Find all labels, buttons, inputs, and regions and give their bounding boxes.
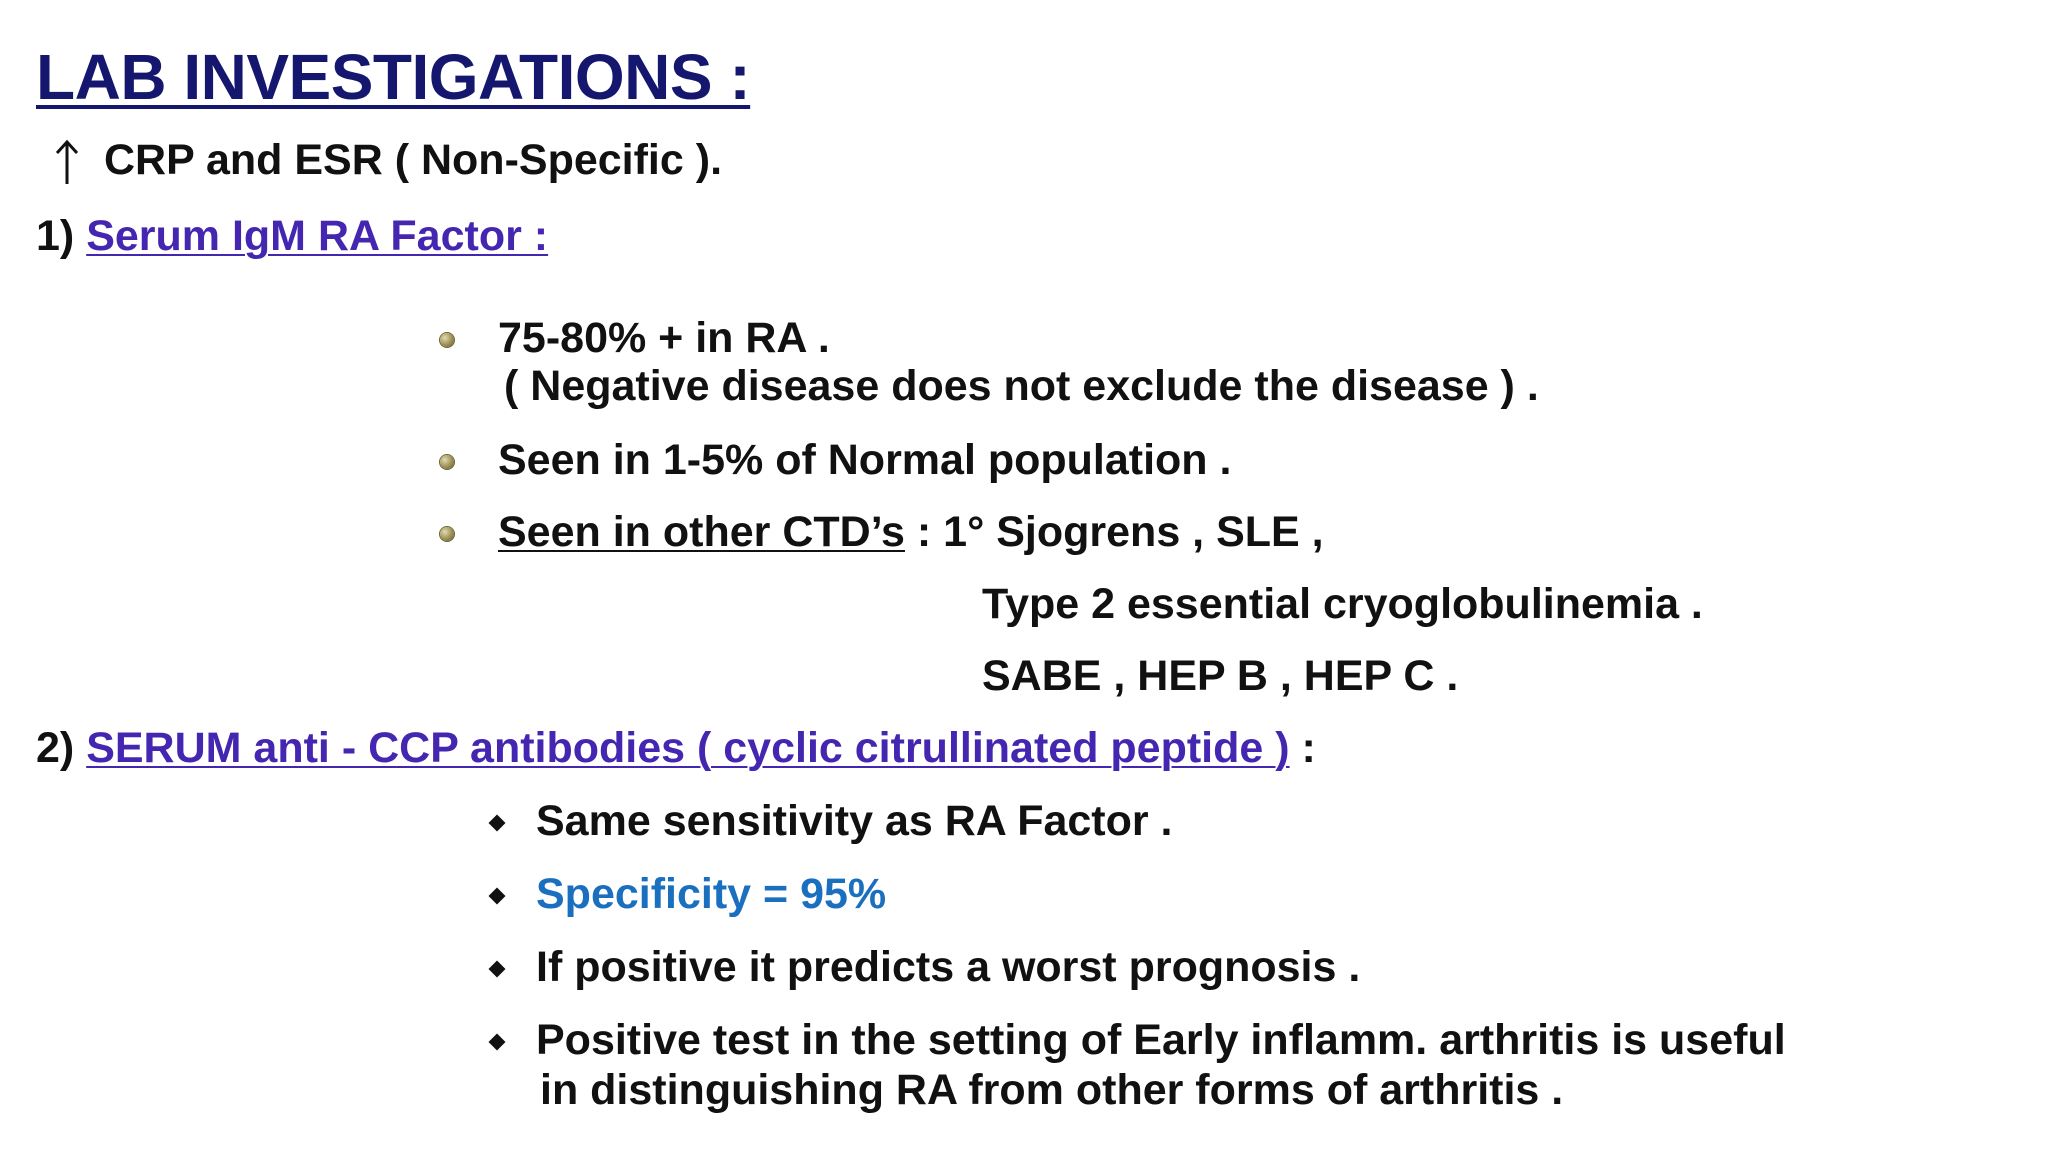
section1-number: 1) bbox=[36, 212, 75, 260]
ctd-rest: : 1° Sjogrens , SLE , bbox=[904, 508, 1324, 556]
s1-bullet3-line1 bbox=[498, 508, 1324, 557]
intro-text: CRP and ESR ( Non-Specific ) bbox=[104, 136, 711, 184]
section2-number: 2) bbox=[36, 724, 75, 772]
s1-bullet3-cont1: Type 2 essential cryoglobulinemia . bbox=[982, 580, 1703, 628]
bullet-diamond-icon bbox=[489, 888, 506, 905]
ctd-underlined: Seen in other CTD’s bbox=[498, 508, 905, 556]
section1-header bbox=[36, 212, 548, 261]
section2-header bbox=[36, 724, 1316, 773]
section1-heading-link[interactable]: Serum IgM RA Factor : bbox=[86, 212, 549, 260]
s1-bullet2-line1: Seen in 1-5% of Normal population . bbox=[498, 436, 1232, 484]
section2-heading-link[interactable]: SERUM anti - CCP antibodies ( cyclic citrullinated peptide ) bbox=[86, 724, 1290, 772]
s2-bullet2-specificity: Specificity = 95% bbox=[536, 870, 887, 918]
s2-bullet3: If positive it predicts a worst prognosis . bbox=[536, 943, 1361, 991]
s1-bullet1-line1: 75-80% + in RA . bbox=[498, 314, 830, 362]
s2-bullet1: Same sensitivity as RA Factor . bbox=[536, 797, 1173, 845]
bullet-dot-icon bbox=[440, 527, 454, 541]
s2-bullet4-line1: Positive test in the setting of Early inflamm. arthritis is useful bbox=[536, 1016, 1786, 1064]
intro-end: . bbox=[710, 136, 723, 184]
up-arrow-icon bbox=[52, 138, 82, 186]
s1-bullet3-cont2: SABE , HEP B , HEP C . bbox=[982, 652, 1459, 700]
s2-bullet4-line2: in distinguishing RA from other forms of arthritis . bbox=[540, 1066, 1564, 1114]
bullet-dot-icon bbox=[440, 333, 454, 347]
section2-colon: : bbox=[1289, 724, 1316, 772]
bullet-diamond-icon bbox=[489, 815, 506, 832]
bullet-dot-icon bbox=[440, 455, 454, 469]
bullet-diamond-icon bbox=[489, 961, 506, 978]
s1-bullet1-line2: ( Negative disease does not exclude the disease ) . bbox=[504, 362, 1539, 410]
intro-line bbox=[104, 136, 722, 185]
bullet-diamond-icon bbox=[489, 1034, 506, 1051]
page-title: LAB INVESTIGATIONS : bbox=[36, 41, 751, 113]
